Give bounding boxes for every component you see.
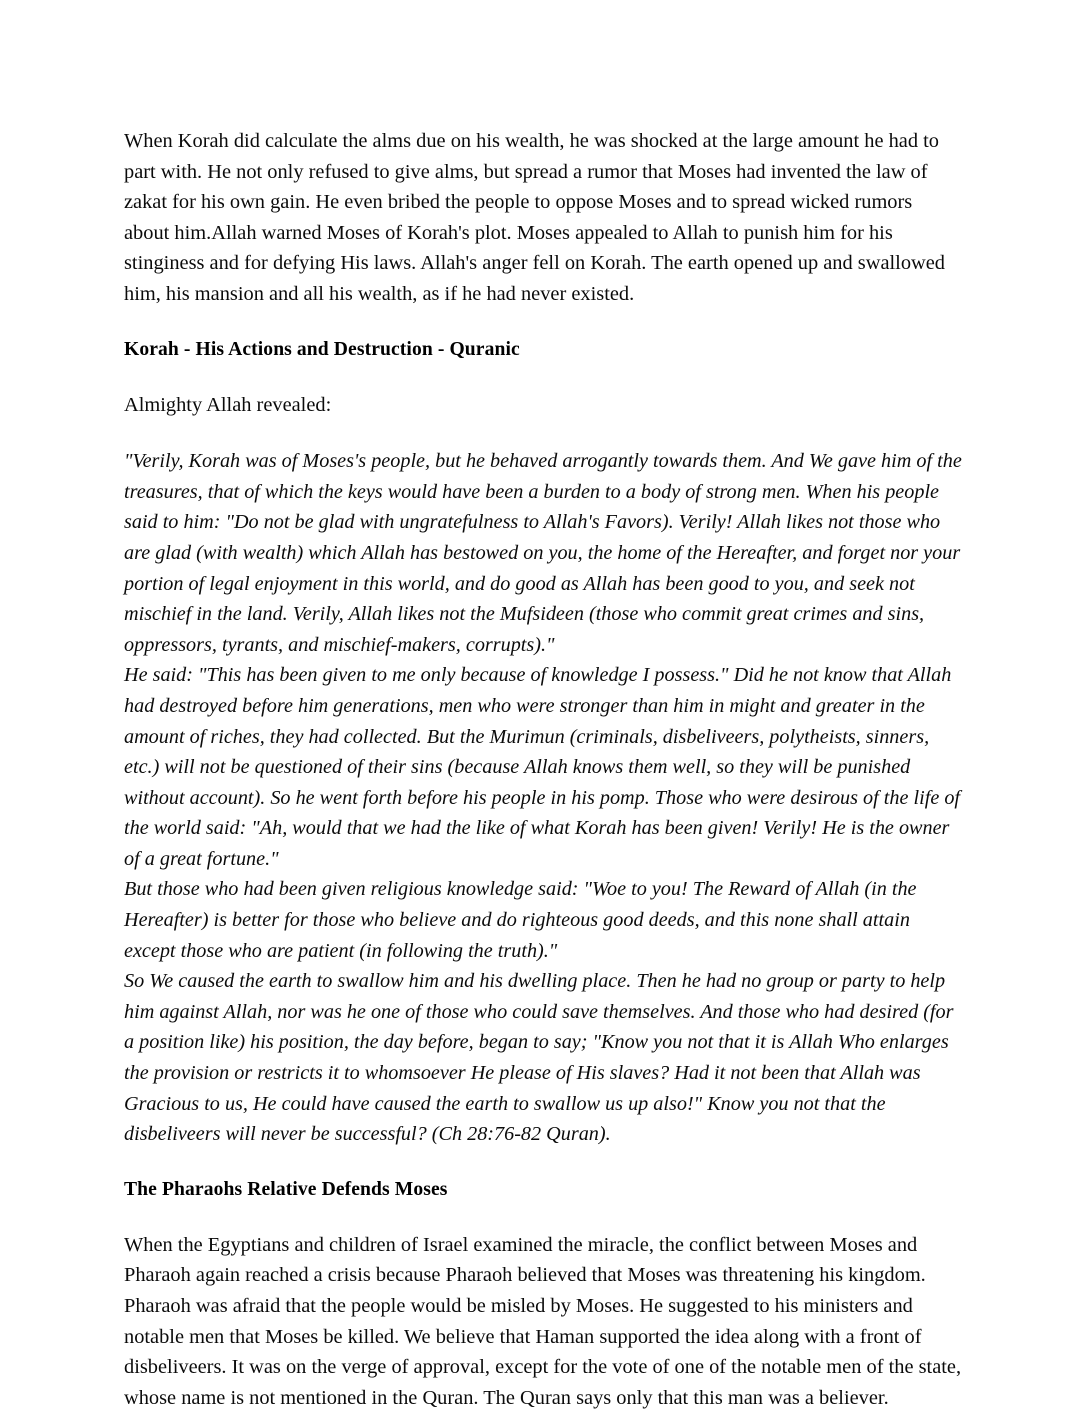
closing-paragraph: When the Egyptians and children of Israel examined the miracle, the conflict between Moses and Pharaoh again reached a crisis because Pharaoh believed that Moses was threatening his kingdom. Pharaoh was afraid that the people would be misled by Moses. He suggested to his ministers and notable men that Moses be killed. We believe that Haman supported the idea along with a front of disbeliveers. It was on the verge of approval, except for the vote of one of the notable men of the state, whose name is not mentioned in the Quran. The Quran says only that this man was a believer. — [124, 1233, 962, 1409]
quran-quotation-block — [124, 446, 962, 1150]
quote-paragraph-3: But those who had been given religious knowledge said: "Woe to you! The Reward of Allah (in the Hereafter) is better for those who believe and do righteous good deeds, and this none shall attain except those who are patient (in following the truth)." — [124, 878, 917, 962]
lead-in-almighty-allah-revealed: Almighty Allah revealed: — [124, 393, 332, 416]
quote-paragraph-2: He said: "This has been given to me only because of knowledge I possess." Did he not know that Allah had destroyed before him generations, men who were stronger than him in might and greater in the amount of riches, they had collected. But the Murimun (criminals, disbeliveers, polytheists, sinners, etc.) will not be questioned of their sins (because Allah knows them well, so they will be punished without account). So he went forth before his people in his pomp. Those who were desirous of the life of the world said: "Ah, would that we had the like of what Korah has been given! Verily! He is the owner of a great fortune." — [124, 664, 961, 870]
opening-paragraph: When Korah did calculate the alms due on his wealth, he was shocked at the large amount he had to part with. He not only refused to give alms, but spread a rumor that Moses had invented the law of zakat for his own gain. He even bribed the people to oppose Moses and to spread wicked rumors about him.Allah warned Moses of Korah's plot. Moses appealed to Allah to punish him for his stinginess and for defying His laws. Allah's anger fell on Korah. The earth opened up and swallowed him, his mansion and all his wealth, as if he had never existed. — [124, 130, 945, 305]
page-content-column — [124, 126, 962, 1413]
heading-pharaohs-relative-defends-moses: The Pharaohs Relative Defends Moses — [124, 1178, 448, 1200]
quote-paragraph-1: "Verily, Korah was of Moses's people, but he behaved arrogantly towards them. And We gave him of the treasures, that of which the keys would have been a burden to a body of strong men. When his people said to him: "Do not be glad with ungratefulness to Allah's Favors). Verily! Allah likes not those who are glad (with wealth) which Allah has bestowed on you, the home of the Hereafter, and forget nor your portion of legal enjoyment in this world, and do good as Allah has been good to you, and seek not mischief in the land. Verily, Allah likes not the Mufsideen (those who commit great crimes and sins, oppressors, tyrants, and mischief-makers, corrupts)." — [124, 450, 962, 656]
heading-korah-actions-destruction-quranic: Korah - His Actions and Destruction - Quranic — [124, 338, 520, 360]
quote-paragraph-4: So We caused the earth to swallow him and his dwelling place. Then he had no group or party to help him against Allah, nor was he one of those who could save themselves. And those who had desired (for a position like) his position, the day before, began to say; "Know you not that it is Allah Who enlarges the provision or restricts it to whomsoever He please of His slaves? Had it not been that Allah was Gracious to us, He could have caused the earth to swallow us up also!" Know you not that the disbeliveers will never be successful? (Ch 28:76-82 Quran). — [124, 970, 954, 1146]
